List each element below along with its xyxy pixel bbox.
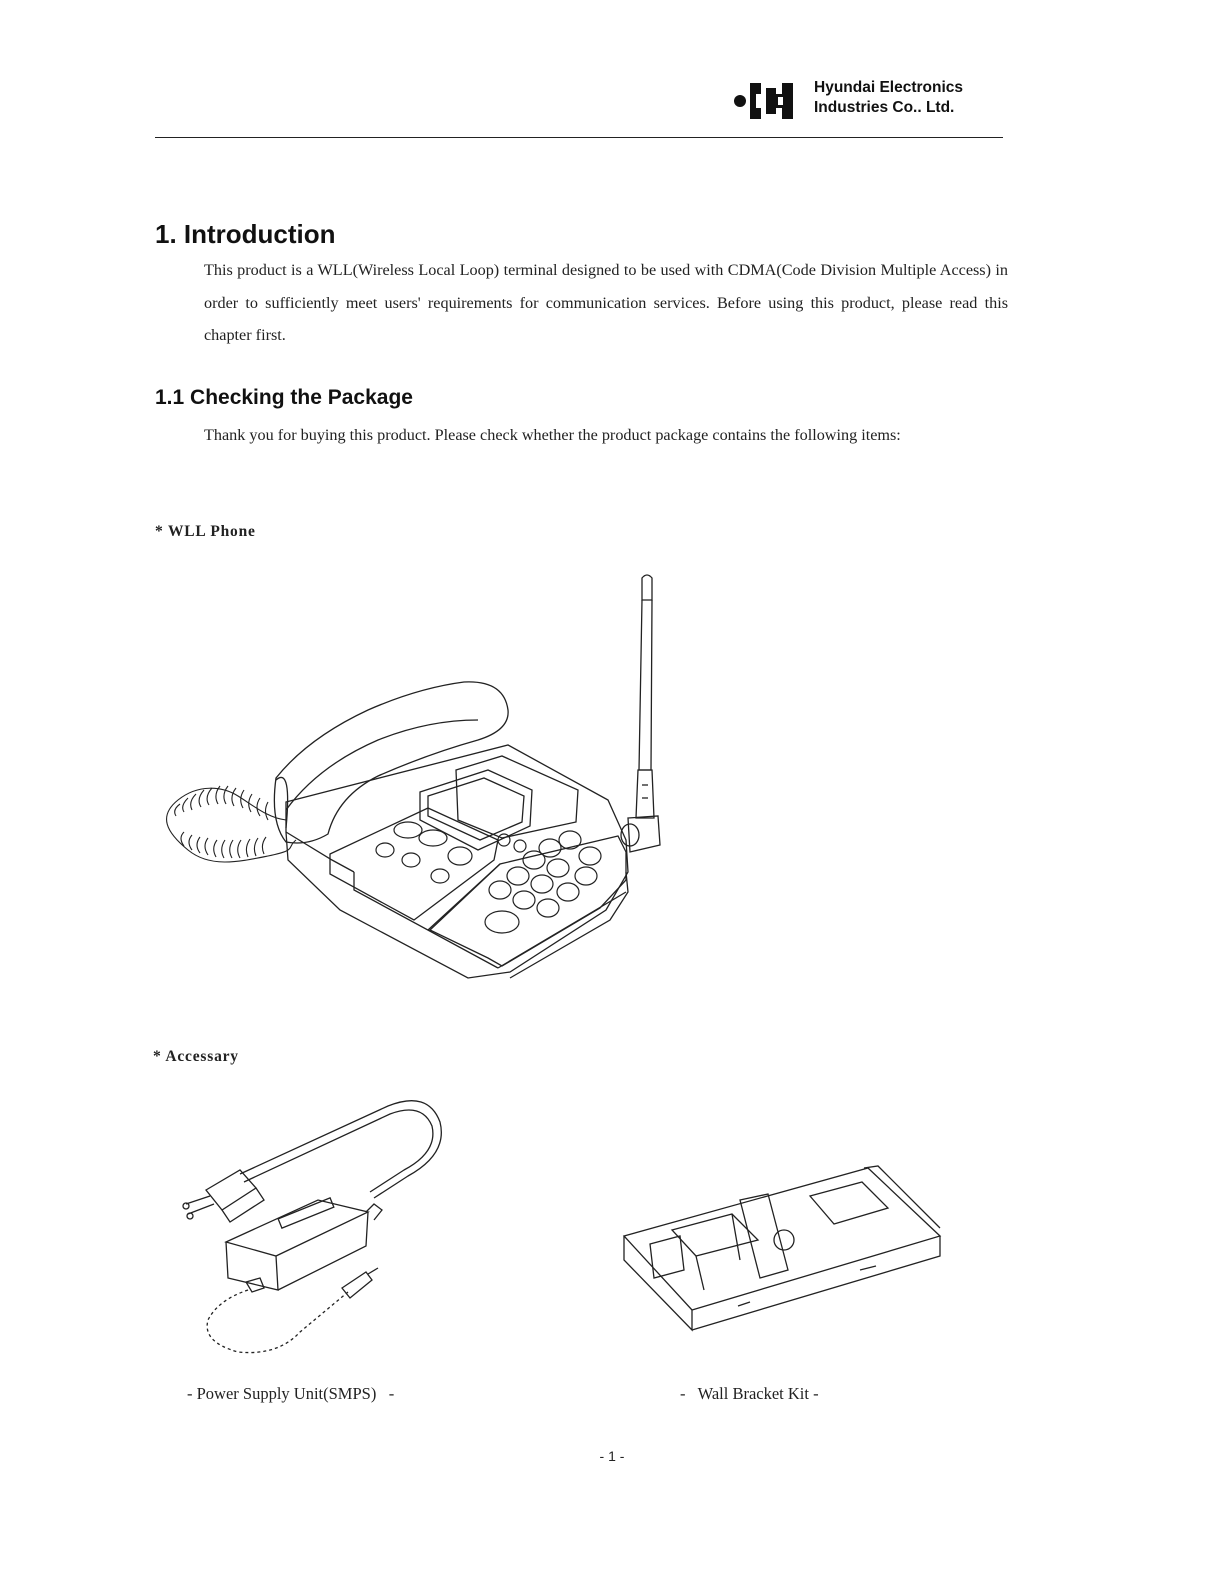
- subsection-title: 1.1 Checking the Package: [155, 386, 413, 409]
- company-name: [814, 78, 963, 118]
- header-rule: [155, 137, 1003, 138]
- bracket-caption: - Wall Bracket Kit -: [680, 1384, 819, 1403]
- page-number: - 1 -: [599, 1448, 625, 1464]
- wll-phone-illustration: [158, 570, 678, 990]
- wall-bracket-illustration: [620, 1160, 950, 1330]
- section-title: 1. Introduction: [155, 219, 336, 249]
- company-line-2: Industries Co.. Ltd.: [814, 99, 955, 116]
- hyundai-logo-icon: [732, 80, 802, 122]
- accessory-label: * Accessary: [153, 1048, 239, 1065]
- phone-label: * WLL Phone: [155, 523, 256, 540]
- psu-caption: - Power Supply Unit(SMPS) -: [187, 1384, 395, 1403]
- company-line-1: Hyundai Electronics: [814, 79, 964, 96]
- package-paragraph: Thank you for buying this product. Please check whether the product package contains the following items:: [204, 426, 901, 444]
- intro-paragraph: This product is a WLL(Wireless Local Loop) terminal designed to be used with CDMA(Code Division Multiple Access) in order to sufficiently meet users' requirements for communication services. Before using this product, please read this chapter first.: [204, 261, 1008, 344]
- power-supply-illustration: [178, 1092, 458, 1362]
